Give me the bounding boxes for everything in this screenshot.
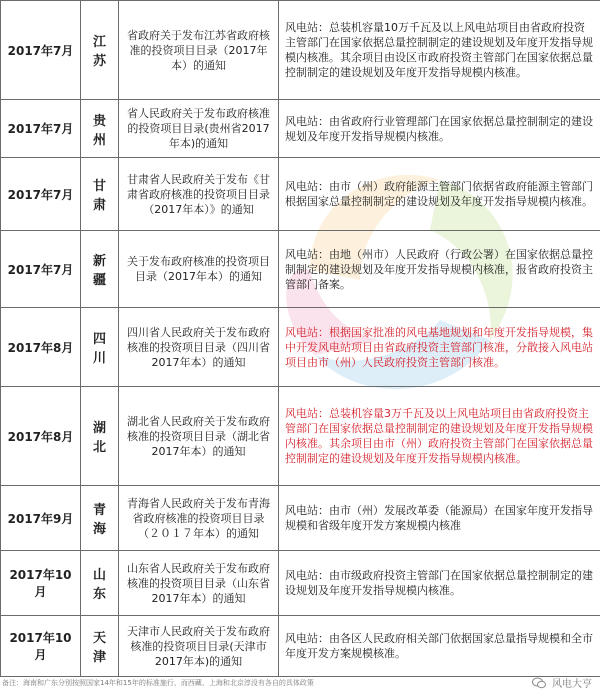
- table-row: [1, 486, 600, 551]
- province-cell: 江苏: [81, 1, 119, 100]
- document-cell: 省人民政府关于发布政府核准的投资项目目录(贵州省2017年本)的通知: [119, 100, 279, 158]
- document-cell: 青海省人民政府关于发布青海省政府核准的投资项目目录（２０１７年本）的通知: [119, 486, 279, 551]
- document-cell: 省政府关于发布江苏省政府核准的投资项目目录（2017年本）的通知: [119, 1, 279, 100]
- wechat-icon: [532, 677, 546, 692]
- description-cell: 风电站：由市级政府投资主管部门在国家依据总量控制制定的建设规划及年度开发指导规模内核准。: [279, 551, 600, 616]
- province-cell: 贵州: [81, 100, 119, 158]
- date-cell: 2017年9月: [1, 486, 81, 551]
- province-cell: 四川: [81, 308, 119, 387]
- table-row: [1, 387, 600, 486]
- date-cell: 2017年10月: [1, 551, 81, 616]
- description-cell: 风电站：由地（州市）人民政府（行政公署）在国家依据总量控制制定的建设规划及年度开发指导规模内核准，报省政府投资主管部门备案。: [279, 231, 600, 308]
- brand-label: [532, 675, 592, 692]
- description-cell: 风电站：由省政府行业管理部门在国家依据总量控制制定的建设规划及年度开发指导规模内核准。: [279, 100, 600, 158]
- province-cell: 甘肃: [81, 158, 119, 231]
- footer-note: 备注：海南和广东分别按照国家14年和15年的标准施行，而西藏、上海和北京淳没有各自的具体政策: [2, 679, 314, 687]
- date-cell: 2017年10月: [1, 616, 81, 677]
- description-cell: 风电站：根据国家批准的风电基地规划和年度开发指导规模，集中开发风电站项目由省政府投资主管部门核准，分散接入风电站项目由市（州）人民政府投资主管部门核准。: [279, 308, 600, 387]
- table-row: [1, 308, 600, 387]
- date-cell: 2017年7月: [1, 231, 81, 308]
- description-cell: 风电站：总装机容量3万千瓦及以上风电站项目由省政府投资主管部门在国家依据总量控制制定的建设规划及年度开发指导规模内核准。其余项目由市（州）政府投资主管部门在国家依据总量控制制定的建设规划及年度开发指导规模内核准。: [279, 387, 600, 486]
- province-cell: 天津: [81, 616, 119, 677]
- table-row: [1, 158, 600, 231]
- document-cell: 甘肃省人民政府关于发布《甘肃省政府核准的投资项目目录（2017年本）》的通知: [119, 158, 279, 231]
- date-cell: 2017年8月: [1, 387, 81, 486]
- date-cell: 2017年7月: [1, 100, 81, 158]
- province-cell: 新疆: [81, 231, 119, 308]
- date-cell: 2017年7月: [1, 158, 81, 231]
- description-cell: 风电站：由市（州）发展改革委（能源局）在国家年度开发指导规模和省级年度开发方案规模内核准: [279, 486, 600, 551]
- table-row: [1, 551, 600, 616]
- table-row: [1, 100, 600, 158]
- document-cell: 湖北省人民政府关于发布政府核准的投资项目目录（湖北省2017年本）的通知: [119, 387, 279, 486]
- footer: [2, 675, 598, 693]
- description-cell: 风电站：由市（州）政府能源主管部门依据省政府能源主管部门根据国家总量控制制定的建设规划及年度开发指导规模内核准。: [279, 158, 600, 231]
- table-row: [1, 1, 600, 100]
- province-cell: 青海: [81, 486, 119, 551]
- document-cell: 关于发布政府核准的投资项目目录（2017年本）的通知: [119, 231, 279, 308]
- brand-name: 风电大亨: [552, 679, 592, 690]
- document-cell: 四川省人民政府关于发布政府核准的投资项目目录（四川省2017年本）的通知: [119, 308, 279, 387]
- table-row: [1, 616, 600, 677]
- table-row: [1, 231, 600, 308]
- date-cell: 2017年8月: [1, 308, 81, 387]
- document-cell: 山东省人民政府关于发布政府核准的投资项目目录（山东省2017年本）的通知: [119, 551, 279, 616]
- description-cell: 风电站：由各区人民政府相关部门依据国家总量指导规模和全市年度开发方案规模核准。: [279, 616, 600, 677]
- province-cell: 山东: [81, 551, 119, 616]
- province-cell: 湖北: [81, 387, 119, 486]
- date-cell: 2017年7月: [1, 1, 81, 100]
- document-cell: 天津市人民政府关于发布政府核准的投资项目目录(天津市2017年本)的通知: [119, 616, 279, 677]
- description-cell: 风电站：总装机容量10万千瓦及以上风电站项目由省政府投资主管部门在国家依据总量控制制定的建设规划及年度开发指导规模内核准。其余项目由设区市政府投资主管部门在国家依据总量控制制定的建设规划及年度开发指导规模内核准。: [279, 1, 600, 100]
